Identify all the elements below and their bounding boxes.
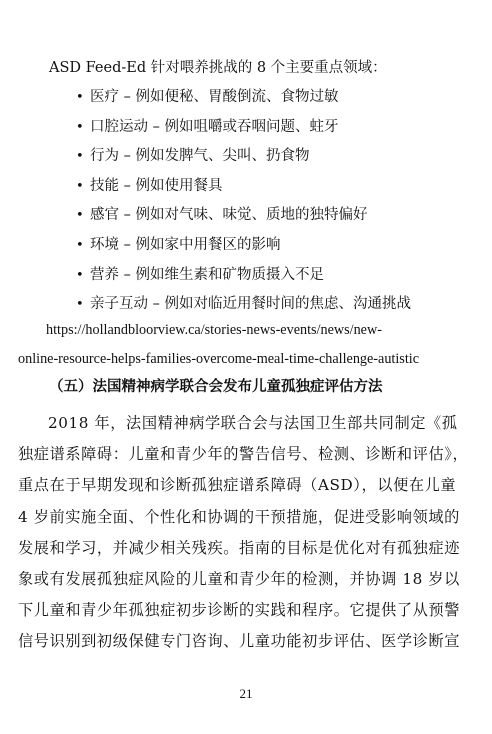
bullet-icon: • [76, 119, 84, 135]
list-item-text: 环境 – 例如家中用餐区的影响 [90, 236, 281, 253]
paragraph-line: 4 岁前实施全面、个性化和协调的干预措施，促进受影响领域的 [18, 507, 460, 526]
bullet-icon: • [76, 237, 84, 253]
list-item [76, 290, 411, 320]
list-item-text: 营养 – 例如维生素和矿物质摄入不足 [90, 266, 324, 283]
list-item [76, 113, 411, 143]
paragraph-line: 下儿童和青少年孤独症初步诊断的实践和程序。它提供了从预警 [18, 601, 461, 620]
list-item-text: 技能 – 例如使用餐具 [90, 177, 223, 194]
bullet-icon: • [76, 90, 84, 105]
list-item [76, 83, 411, 113]
list-item [76, 142, 411, 172]
paragraph-line: 发展和学习，并减少相关残疾。指南的目标是优化对有孤独症迹 [18, 538, 461, 557]
source-url-line-2[interactable]: online-resource-helps-families-overcome-meal-time-challenge-autistic [18, 351, 420, 367]
bullet-icon: • [76, 297, 84, 313]
bullet-icon: • [76, 267, 84, 283]
list-item-text: 感官 – 例如对气味、味觉、质地的独特偏好 [90, 207, 368, 224]
bullet-icon: • [76, 178, 84, 194]
list-item [76, 261, 411, 291]
paragraph-line: 独症谱系障碍：儿童和青少年的警告信号、检测、诊断和评估》， [18, 445, 469, 464]
list-item [76, 201, 411, 231]
list-item-text: 行为 – 例如发脾气、尖叫、扔食物 [90, 148, 310, 165]
paragraph-line: 2018 年，法国精神病学联合会与法国卫生部共同制定《孤 [48, 414, 458, 432]
bullet-icon: • [76, 149, 84, 165]
paragraph-line: 象或有发展孤独症风险的儿童和青少年的检测，并协调 18 岁以 [18, 569, 460, 588]
list-item [76, 231, 411, 261]
list-item-text: 医疗 – 例如便秘、胃酸倒流、食物过敏 [90, 89, 339, 105]
page-number: 21 [239, 686, 253, 701]
list-item-text: 亲子互动 – 例如对临近用餐时间的焦虑、沟通挑战 [90, 296, 411, 313]
section-heading: （五）法国精神病学联合会发布儿童孤独症评估方法 [49, 378, 383, 395]
focus-areas-list [76, 83, 411, 320]
paragraph-line: 重点在于早期发现和诊断孤独症谱系障碍（ASD），以便在儿童 [18, 476, 457, 495]
paragraph-line: 信号识别到初级保健专门咨询、儿童功能初步评估、医学诊断宣 [18, 632, 461, 651]
source-url-line-1[interactable]: https://hollandbloorview.ca/stories-news-events/news/new- [46, 322, 382, 338]
intro-text: ASD Feed-Ed 针对喂养挑战的 8 个主要重点领域： [49, 60, 387, 76]
body-paragraph [18, 408, 474, 658]
bullet-icon: • [76, 208, 84, 224]
list-item [76, 172, 411, 202]
list-item-text: 口腔运动 – 例如咀嚼或吞咽问题、蛀牙 [90, 118, 339, 135]
